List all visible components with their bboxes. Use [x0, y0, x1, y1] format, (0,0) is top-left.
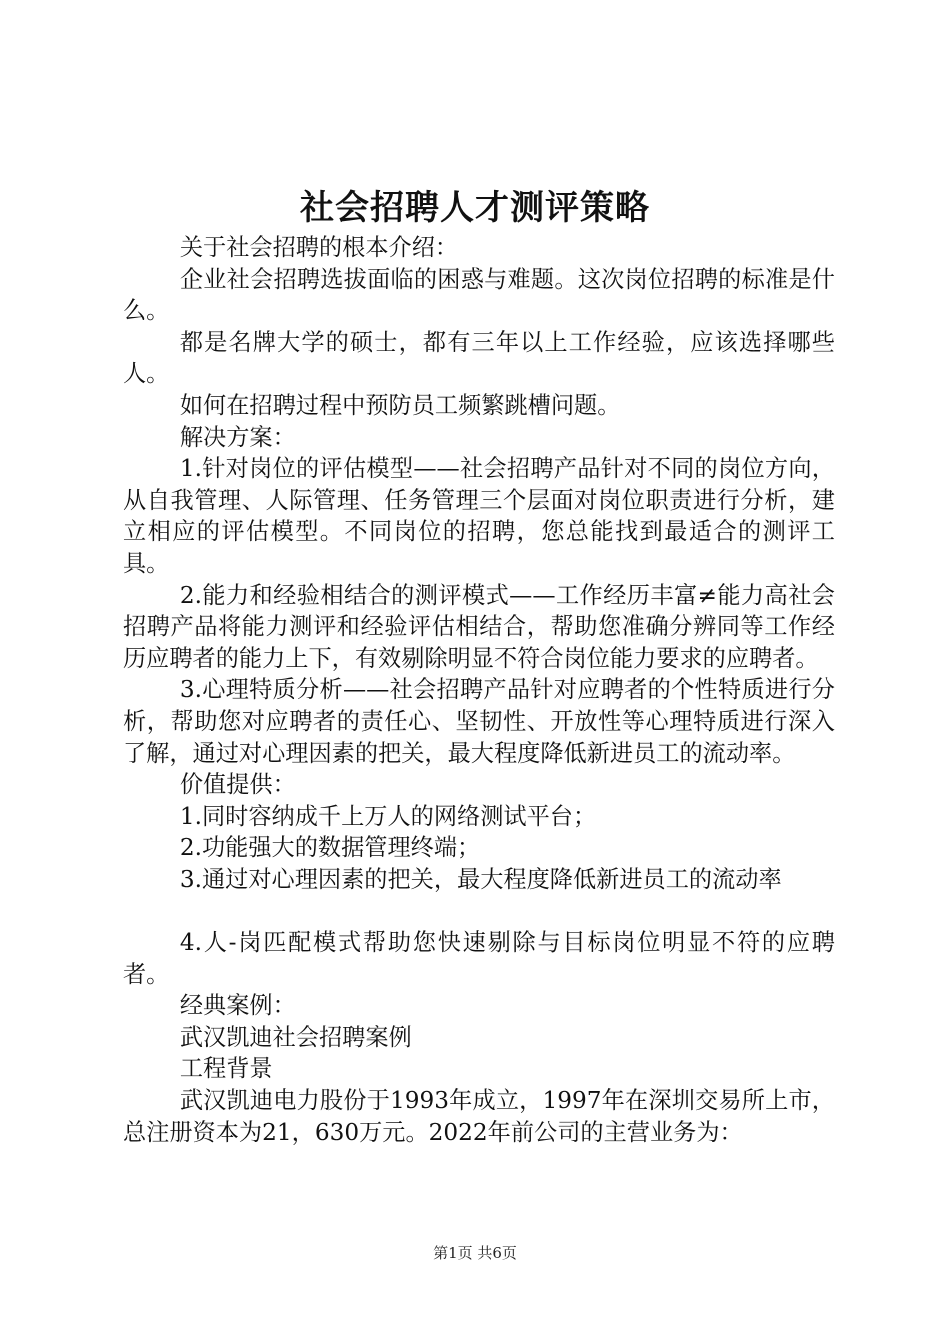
paragraph-problem-2: 都是名牌大学的硕士，都有三年以上工作经验，应该选择哪些人。 [123, 328, 835, 388]
paragraph-case-title: 武汉凯迪社会招聘案例 [179, 1023, 412, 1051]
paragraph-value-3: 3.通过对心理因素的把关，最大程度降低新进员工的流动率 [179, 865, 782, 893]
paragraph-value-2: 2.功能强大的数据管理终端； [179, 834, 481, 862]
paragraph-solution-1: 1.针对岗位的评估模型——社会招聘产品针对不同的岗位方向，从自我管理、人际管理、任务管理三个层面对岗位职责进行分析，建立相应的评估模型。不同岗位的招聘，您总能找到最适合的测评工具。 [123, 455, 835, 577]
paragraph-solution-heading: 解决方案： [179, 423, 296, 451]
paragraph-solution-2: 2.能力和经验相结合的测评模式——工作经历丰富≠能力高社会招聘产品将能力测评和经验评估相结合，帮助您准确分辨同等工作经历应聘者的能力上下，有效剔除明显不符合岗位能力要求的应聘者。 [123, 581, 835, 672]
paragraph-value-heading: 价值提供： [179, 771, 296, 799]
paragraph-problem-1: 企业社会招聘选拔面临的困惑与难题。这次岗位招聘的标准是什么。 [123, 265, 835, 325]
paragraph-case-heading: 经典案例： [179, 992, 296, 1020]
paragraph-background-heading: 工程背景 [179, 1055, 273, 1083]
paragraph-value-1: 1.同时容纳成千上万人的网络测试平台； [179, 802, 597, 830]
paragraph-background-text: 武汉凯迪电力股份于1993年成立，1997年在深圳交易所上市，总注册资本为21，630万元。2022年前公司的主营业务为： [123, 1087, 835, 1146]
page-footer: 第1页 共6页 [433, 1244, 517, 1262]
paragraph-solution-3: 3.心理特质分析——社会招聘产品针对应聘者的个性特质进行分析，帮助您对应聘者的责任心、坚韧性、开放性等心理特质进行深入了解，通过对心理因素的把关，最大程度降低新进员工的流动率。 [123, 676, 835, 767]
paragraph-problem-3: 如何在招聘过程中预防员工频繁跳槽问题。 [179, 391, 621, 419]
paragraph-intro-heading: 关于社会招聘的根本介绍： [179, 234, 459, 261]
paragraph-value-4: 4.人-岗匹配模式帮助您快速剔除与目标岗位明显不符的应聘者。 [123, 929, 835, 988]
document-title: 社会招聘人才测评策略 [300, 188, 650, 228]
document-body [123, 232, 835, 1148]
